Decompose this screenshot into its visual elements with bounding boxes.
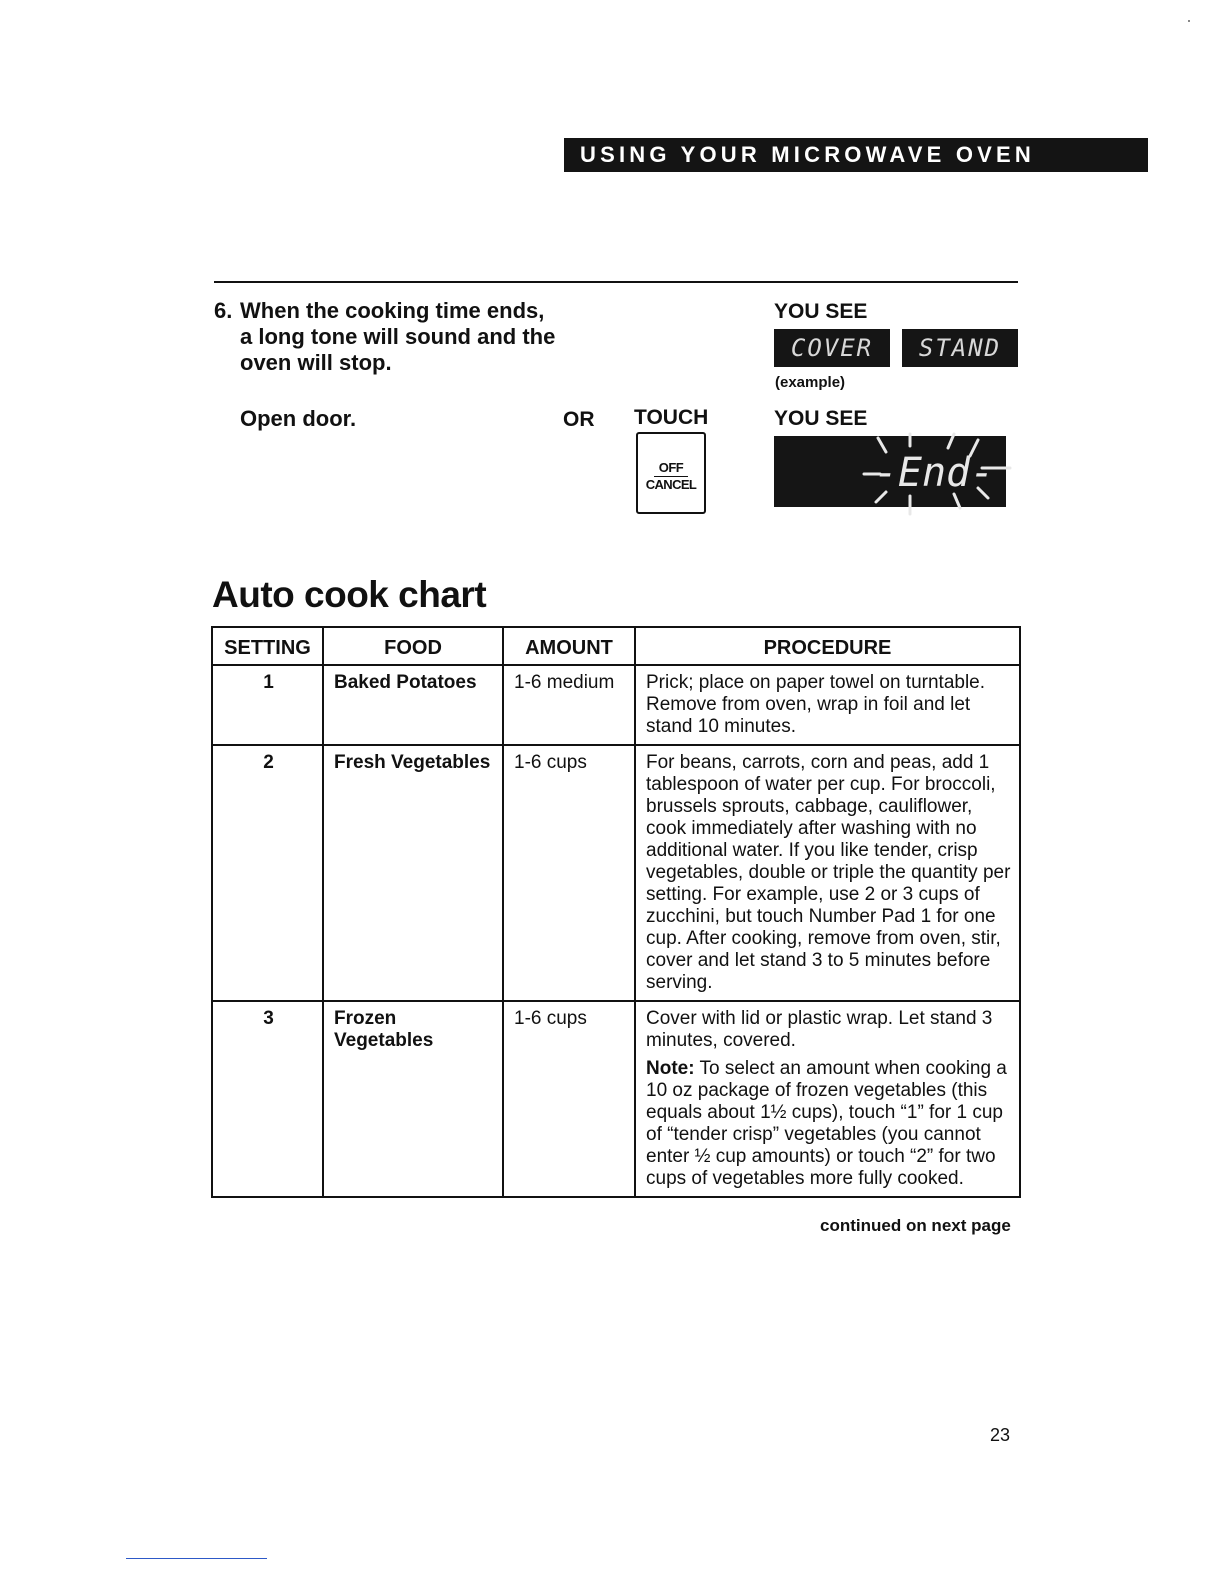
- cell-procedure: [635, 745, 1020, 1001]
- cell-procedure: [635, 1001, 1020, 1197]
- end-flash-icon: [774, 422, 1014, 517]
- scan-speck: [1188, 20, 1190, 22]
- step-line-3: oven will stop.: [240, 350, 392, 375]
- display-cover: COVER: [774, 329, 890, 367]
- table-row: [212, 665, 1020, 745]
- procedure-text: For beans, carrots, corn and peas, add 1 tablespoon of water per cup. For broccoli, brussels sprouts, cabbage, cauliflower, cook immediately after washing with no additional water. If you like tender, crisp vegetables, double or triple the quantity per setting. For example, use 2 or 3 cups of zucchini, but touch Number Pad 1 for one cup. After cooking, remove from oven, stir, cover and let stand 3 to 5 minutes before serving.: [646, 752, 1011, 993]
- cell-food: Frozen Vegetables: [323, 1001, 503, 1197]
- you-see-label-1: YOU SEE: [774, 300, 868, 323]
- cell-food: Fresh Vegetables: [323, 745, 503, 1001]
- chart-title: Auto cook chart: [212, 574, 487, 615]
- page-number: 23: [990, 1425, 1011, 1445]
- note-text: To select an amount when cooking a 10 oz package of frozen vegetables (this equals about 1½ cups), touch “1” for 1 cup of “tender crisp” vegetables (you cannot enter ½ cup amounts) or touch “2” for two cups of vegetables more fully cooked.: [646, 1058, 1007, 1189]
- header-procedure: PROCEDURE: [635, 627, 1020, 665]
- cell-amount: 1-6 cups: [503, 745, 635, 1001]
- cell-setting: 3: [212, 1001, 323, 1197]
- procedure-text: Prick; place on paper towel on turntable. Remove from oven, wrap in foil and let stand 10 minutes.: [646, 672, 986, 737]
- auto-cook-table: [211, 626, 1021, 1198]
- step-6-instruction: [214, 298, 555, 376]
- keypad-off-label: OFF: [658, 460, 684, 475]
- open-door-action: Open door.: [240, 406, 357, 431]
- divider-rule: [214, 281, 1018, 283]
- procedure-text: Cover with lid or plastic wrap. Let stand 3 minutes, covered.: [646, 1008, 993, 1051]
- cell-amount: 1-6 medium: [503, 665, 635, 745]
- cell-amount: 1-6 cups: [503, 1001, 635, 1197]
- header-setting: SETTING: [212, 627, 323, 665]
- continued-note: continued on next page: [820, 1216, 1011, 1235]
- you-see-label-2: YOU SEE: [774, 407, 868, 430]
- cell-procedure: [635, 665, 1020, 745]
- off-cancel-keypad[interactable]: [636, 432, 706, 514]
- footer-rule: [126, 1558, 267, 1559]
- procedure-note: [646, 1058, 1011, 1190]
- keypad-cancel-label: CANCEL: [645, 477, 697, 492]
- or-label: OR: [563, 408, 595, 431]
- step-line-2: a long tone will sound and the: [240, 324, 556, 349]
- display-stand: STAND: [902, 329, 1018, 367]
- table-header-row: [212, 627, 1020, 665]
- cell-setting: 1: [212, 665, 323, 745]
- example-note: (example): [775, 374, 846, 391]
- header-food: FOOD: [323, 627, 503, 665]
- step-line-1: When the cooking time ends,: [240, 298, 545, 323]
- step-number: 6.: [214, 298, 233, 323]
- end-text: -End-: [873, 450, 995, 496]
- header-amount: AMOUNT: [503, 627, 635, 665]
- note-label: Note:: [646, 1058, 695, 1079]
- table-row: [212, 745, 1020, 1001]
- table-row: [212, 1001, 1020, 1197]
- touch-label: TOUCH: [634, 406, 709, 429]
- cell-setting: 2: [212, 745, 323, 1001]
- section-header: USING YOUR MICROWAVE OVEN: [564, 138, 1148, 172]
- cell-food: Baked Potatoes: [323, 665, 503, 745]
